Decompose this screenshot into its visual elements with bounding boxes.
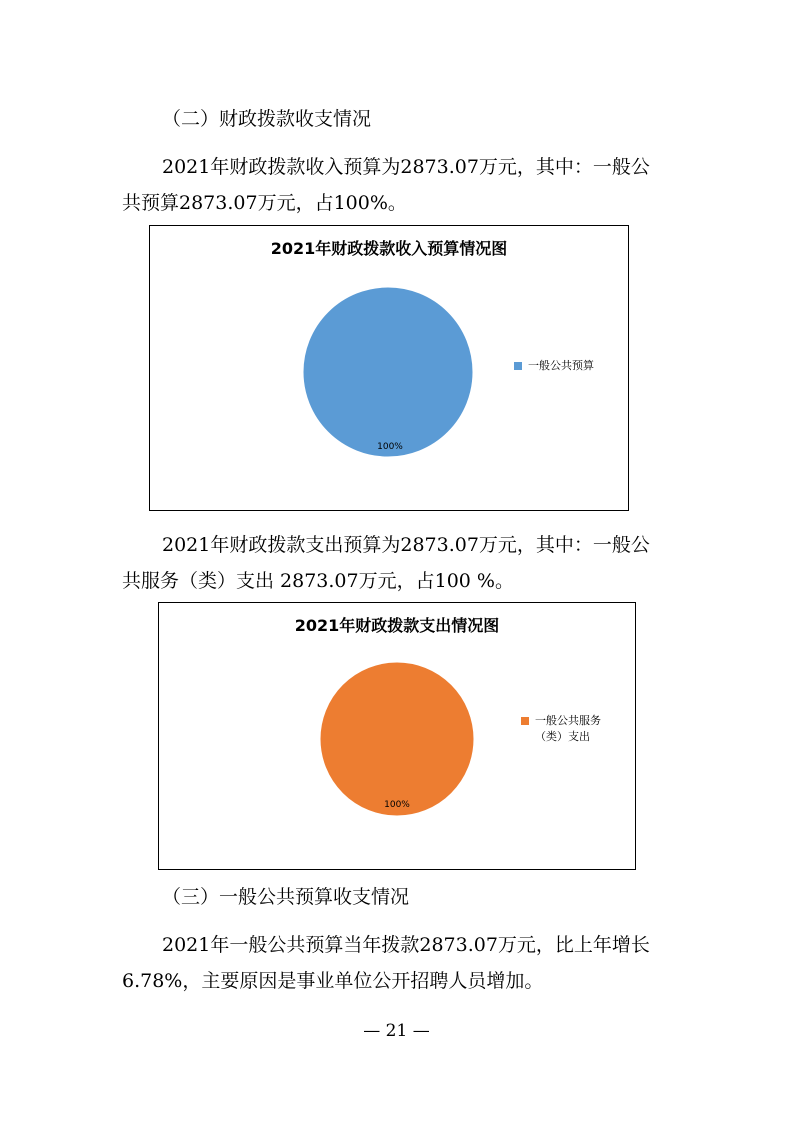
income-pie-chart xyxy=(149,225,629,511)
pie-slice xyxy=(320,662,474,816)
pie-slice xyxy=(303,287,473,457)
page-number: — 21 — xyxy=(363,1021,430,1041)
pie-slice-data-label: 100% xyxy=(377,442,403,452)
income-paragraph-line-2: 共预算2873.07万元，占100%。 xyxy=(122,192,407,214)
expense-paragraph-line-2: 共服务（类）支出 2873.07万元，占100 %。 xyxy=(122,570,514,592)
expense-pie-chart xyxy=(158,602,636,870)
section3-paragraph-line-1: 2021年一般公共预算当年拨款2873.07万元，比上年增长 xyxy=(162,934,650,956)
income-pie-slices xyxy=(303,287,473,457)
legend-entry: 一般公共预算 xyxy=(528,359,594,372)
legend-swatch xyxy=(521,717,529,725)
expense-pie-slices xyxy=(320,662,474,816)
section3-paragraph-line-2: 6.78%，主要原因是事业单位公开招聘人员增加。 xyxy=(122,970,544,992)
legend-entry: 一般公共服务（类）支出 xyxy=(535,714,601,743)
pie-slice-data-label: 100% xyxy=(384,800,410,810)
section-heading: （二）财政拨款收支情况 xyxy=(162,108,372,130)
income-paragraph-line-1: 2021年财政拨款收入预算为2873.07万元，其中：一般公 xyxy=(162,156,650,178)
legend-swatch xyxy=(514,362,522,370)
expense-paragraph-line-1: 2021年财政拨款支出预算为2873.07万元，其中：一般公 xyxy=(162,534,650,556)
section-heading: （三）一般公共预算收支情况 xyxy=(162,886,410,908)
chart-title: 2021年财政拨款收入预算情况图 xyxy=(270,239,508,258)
chart-title: 2021年财政拨款支出情况图 xyxy=(294,616,500,635)
